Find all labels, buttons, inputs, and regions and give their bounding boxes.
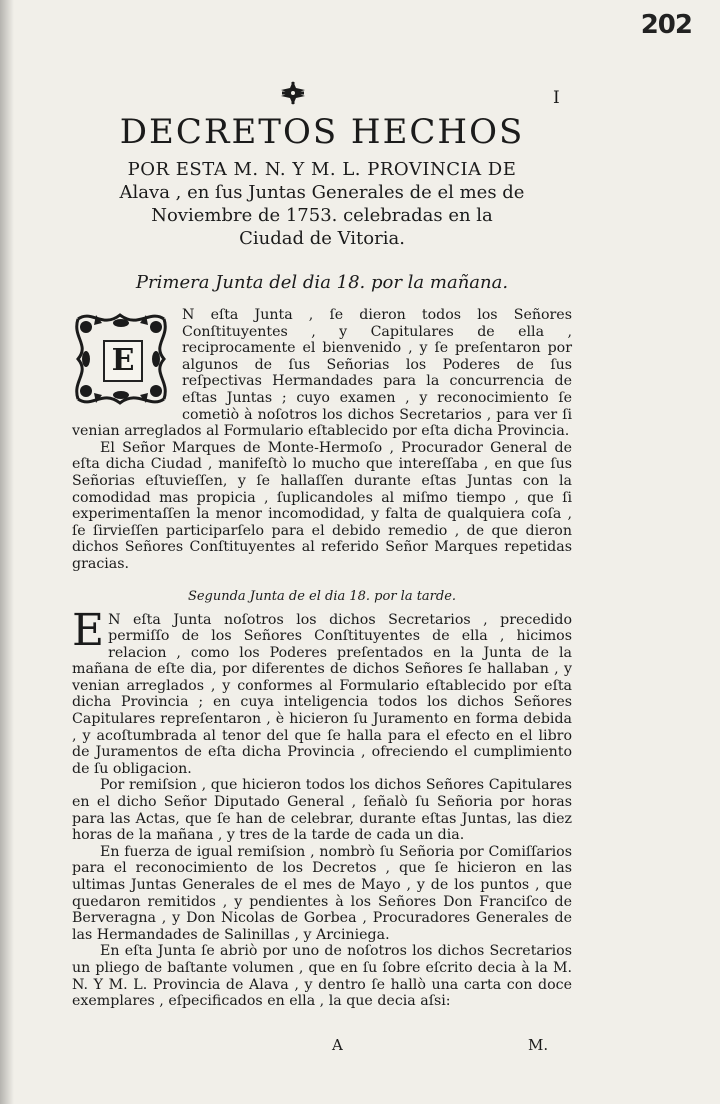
session-1-paragraph-1: N eſta Junta , ſe dieron todos los Señores Conſtituyentes , y Capitulares de ella , reciprocamente el bienvenido , y ſe preſentaron por algunos de ſus Señorias los Poderes de ſus reſpectivas Hermandades para la concurrencia de eſtas Juntas ; cuyo examen , y reconocimiento ſe cometiò à noſotros los dichos Secretarios , para ver ſi venian arreglados al Formulario eſtablecido por eſta dicha Provincia. (72, 307, 572, 440)
subtitle-line-1: POR ESTA M. N. Y M. L. PROVINCIA DE (127, 159, 517, 180)
session-2-paragraph-2: Por remiſsion , que hicieron todos los dichos Señores Capitulares en el dicho Señor Diputado General , ſeñalò ſu Señoria por horas para las Actas, que ſe han de celebrar, durante eſtas Juntas, las diez horas de la mañana , y tres de la tarde de cada un dia. (72, 777, 572, 844)
session-1-paragraph-2: El Señor Marques de Monte-Hermoſo , Procurador General de eſta dicha Ciudad , manifeſtò lo mucho que intereſſaba , en que ſus Señorias eſtuvieſſen, y ſe hallaſſen durante eſtas Juntas con la comodidad mas propicia , ſuplicandoles al miſmo tiempo , que ſi experimentaſſen la menor incomodidad, y falta de qualquiera coſa , ſe ſirvieſſen participarſelo para el debido remedio , de que dieron dichos Señores Conſtituyentes al referido Señor Marques repetidas gracias. (72, 439, 572, 572)
catchword: M. (528, 1036, 549, 1054)
cross-ornament-icon (280, 80, 306, 106)
dropcap-letter: E (103, 340, 143, 382)
session-2-paragraph-3: En fuerza de igual remiſsion , nombrò ſu Señoria por Comiſſarios para el reconocimiento de los Decretos , que ſe hicieron en las ultimas Juntas Generales de el mes de Mayo , y de los puntos , que quedaron remitidos , y pendientes à los Señores Don Franciſco de Berveragna , y Don Nicolas de Gorbea , Procuradores Generales de las Hermandades de Salinillas , y Arciniega. (72, 843, 572, 943)
document-body (72, 112, 572, 1010)
subtitle-line-2: Alava , en ſus Juntas Generales de el mes de (119, 182, 525, 203)
session-2-initial: E (72, 604, 105, 656)
session-2-paragraph-4: En eſta Junta ſe abriò por uno de noſotros los dichos Secretarios un pliego de baſtante volumen , que en ſu ſobre eſcrito decia à la M. N. Y M. L. Provincia de Alava , y dentro ſe hallò una carta con doce exemplares , eſpecificados en ella , la que decia aſsi: (72, 943, 572, 1010)
subtitle-line-3: Noviembre de 1753. celebradas en la (151, 205, 493, 226)
session-2-paragraph-1: N eſta Junta noſotros los dichos Secretarios , precedido permiſſo de los Señores Conſtituyentes de ella , hicimos relacion , como los Poderes preſentados en la Junta de la mañana de eſte dia, por diferentes de dichos Señores ſe hallaban , y venian arreglados , y conformes al Formulario eſtablecido por eſta dicha Provincia ; en cuya inteligencia todos los dichos Señores Capitulares repreſentaron , è hicieron ſu Juramento en forma debida , y acoſtumbrada al tenor del que ſe halla para el efecto en el libro de Juramentos de eſta dicha Provincia , ofreciendo el cumplimiento de ſu obligacion. (72, 611, 572, 777)
ornamental-dropcap (72, 309, 170, 409)
session-1-heading: Primera Junta del dia 18. por la mañana. (135, 272, 509, 293)
document-subtitle (112, 158, 532, 250)
subtitle-line-4: Ciudad de Vitoria. (239, 228, 405, 249)
session-2-heading: Segunda Junta de el dia 18. por la tarde. (187, 588, 457, 604)
page-number: I (553, 88, 560, 108)
signature-mark: A (332, 1036, 343, 1054)
page-edge-shadow (0, 0, 14, 1104)
manuscript-folio-number: 202 (640, 10, 692, 40)
document-title: DECRETOS HECHOS (119, 112, 525, 152)
